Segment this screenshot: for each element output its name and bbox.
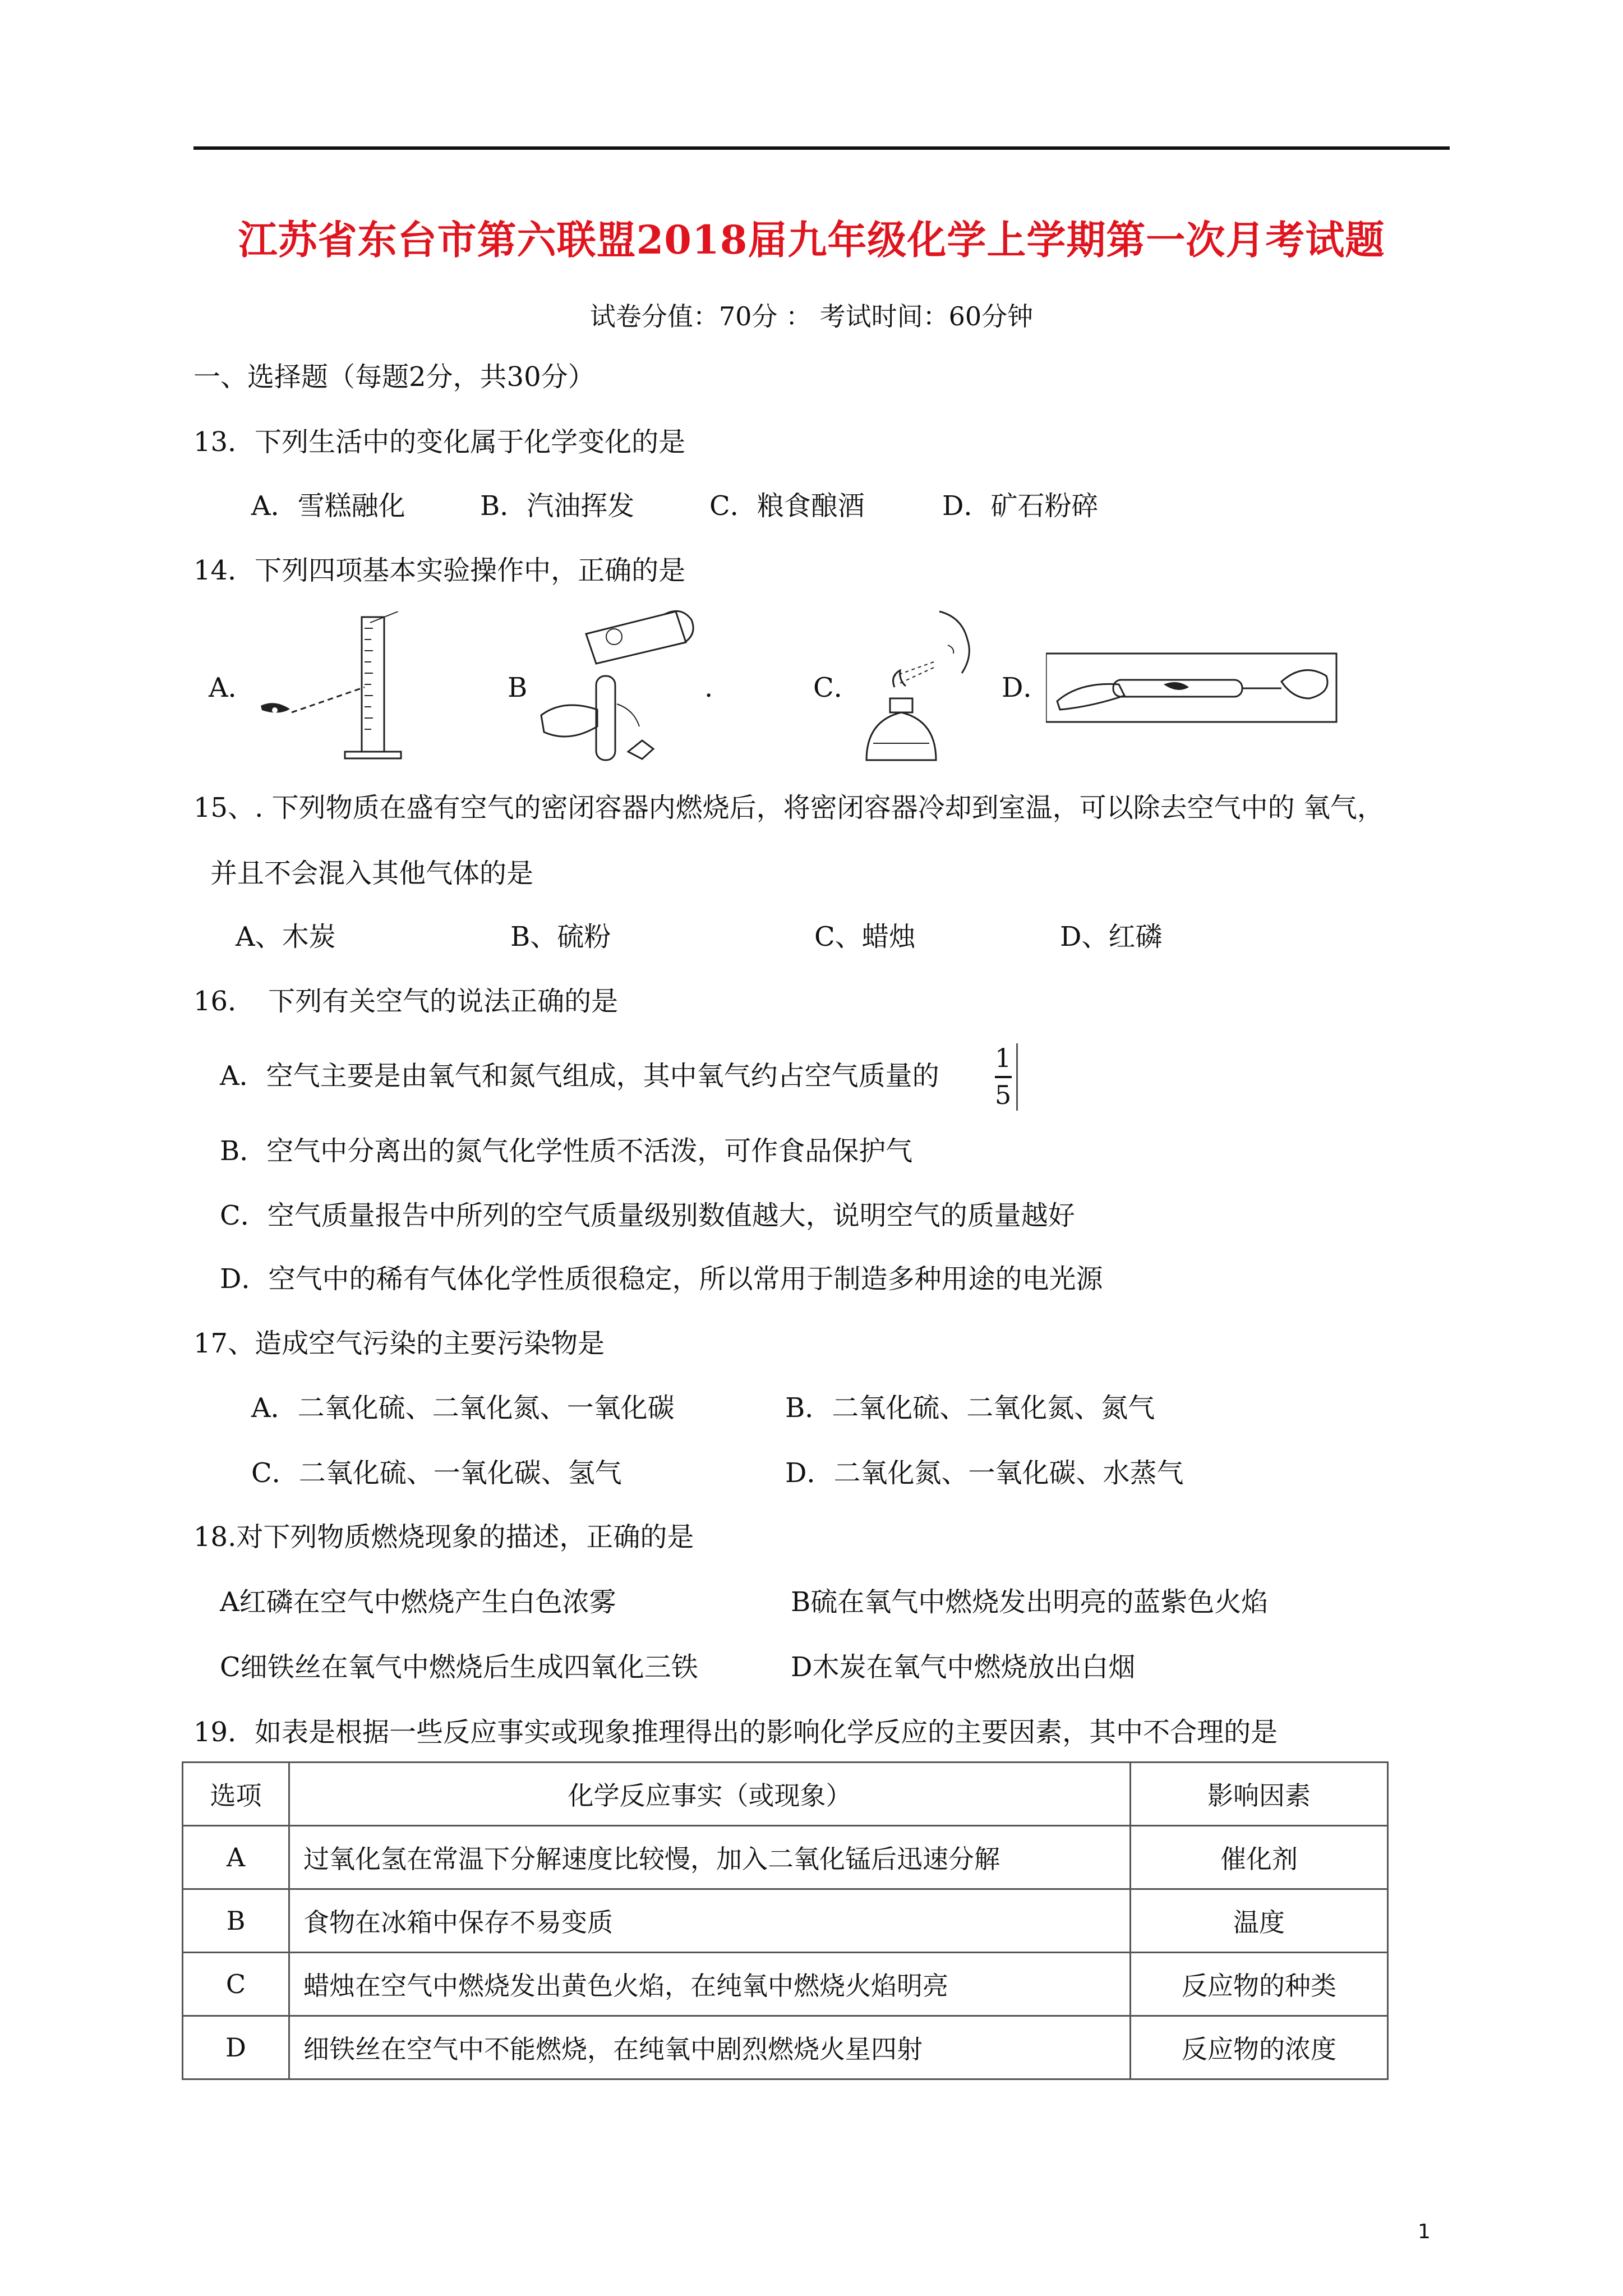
q18-option-c: C细铁丝在氧气中燃烧后生成四氧化三铁 <box>220 1651 698 1683</box>
table-row <box>183 1826 1388 1889</box>
q18-option-a: A红磷在空气中燃烧产生白色浓雾 <box>220 1586 616 1618</box>
table-cell: 反应物的种类 <box>1131 1953 1388 2016</box>
q15-stem-line2: 并且不会混入其他气体的是 <box>210 858 534 889</box>
table-cell: C <box>183 1953 289 2016</box>
q16-option-b: B．空气中分离出的氮气化学性质不活泼，可作食品保护气 <box>220 1135 913 1167</box>
fraction-denominator: 5 <box>995 1080 1012 1110</box>
q15-option-a: A、木炭 <box>236 921 336 953</box>
factors-table <box>182 1761 1389 2080</box>
q15-stem-line1: 15、. 下列物质在盛有空气的密闭容器内燃烧后，将密闭容器冷却到室温，可以除去空气中的 氧气， <box>193 792 1384 823</box>
q18-option-d: D木炭在氧气中燃烧放出白烟 <box>791 1651 1136 1683</box>
q19-stem: 19．如表是根据一些反应事实或现象推理得出的影响化学反应的主要因素，其中不合理的是 <box>193 1717 1278 1748</box>
table-cell: A <box>183 1826 289 1889</box>
q17-option-c: C．二氧化硫、一氧化碳、氢气 <box>251 1457 622 1489</box>
table-header-cell: 化学反应事实（或现象） <box>289 1763 1131 1826</box>
q17-option-b: B．二氧化硫、二氧化氮、氮气 <box>785 1392 1155 1424</box>
table-row <box>183 1889 1388 1953</box>
figure-alcohol-lamp <box>855 606 990 766</box>
q17-option-a: A．二氧化硫、二氧化氮、一氧化碳 <box>251 1392 675 1424</box>
q17-stem: 17、造成空气污染的主要污染物是 <box>193 1328 605 1359</box>
table-cell: 反应物的浓度 <box>1131 2016 1388 2079</box>
table-cell: 食物在冰箱中保存不易变质 <box>289 1889 1131 1953</box>
fraction-bar <box>995 1076 1012 1078</box>
q13-option-d: D．矿石粉碎 <box>942 490 1099 522</box>
table-cell: 过氧化氢在常温下分解速度比较慢，加入二氧化锰后迅速分解 <box>289 1826 1131 1889</box>
q15-option-b: B、硫粉 <box>510 921 611 953</box>
table-cell: 温度 <box>1131 1889 1388 1953</box>
fraction-numerator: 1 <box>995 1043 1012 1073</box>
q13-option-b: B．汽油挥发 <box>480 490 635 522</box>
q17-option-d: D．二氧化氮、一氧化碳、水蒸气 <box>785 1457 1184 1489</box>
table-header-cell: 选项 <box>183 1763 289 1826</box>
q14-label-d: D． <box>1002 672 1050 703</box>
q14-label-b-dot: . <box>704 672 713 703</box>
q18-stem: 18.对下列物质燃烧现象的描述，正确的是 <box>193 1521 694 1553</box>
q18-option-b: B硫在氧气中燃烧发出明亮的蓝紫色火焰 <box>791 1586 1269 1618</box>
table-row <box>183 2016 1388 2079</box>
table-cell: B <box>183 1889 289 1953</box>
page-title: 江苏省东台市第六联盟2018届九年级化学上学期第一次月考试题 <box>238 217 1385 263</box>
q16-option-d: D．空气中的稀有气体化学性质很稳定，所以常用于制造多种用途的电光源 <box>220 1263 1103 1295</box>
q13-stem: 13．下列生活中的变化属于化学变化的是 <box>193 426 686 458</box>
header-rule <box>193 146 1450 150</box>
q16-option-c: C．空气质量报告中所列的空气质量级别数值越大，说明空气的质量越好 <box>220 1200 1075 1231</box>
section-heading: 一、选择题（每题2分，共30分） <box>193 361 595 393</box>
q13-option-c: C．粮食酿酒 <box>709 490 865 522</box>
page-number: 1 <box>1418 2220 1431 2243</box>
q14-label-a: A． <box>209 672 255 703</box>
table-cell: 细铁丝在空气中不能燃烧，在纯氧中剧烈燃烧火星四射 <box>289 2016 1131 2079</box>
table-header-cell: 影响因素 <box>1131 1763 1388 1826</box>
table-header-row <box>183 1763 1388 1826</box>
figure-graduated-cylinder <box>252 611 415 766</box>
table-cell: 蜡烛在空气中燃烧发出黄色火焰，在纯氧中燃烧火焰明亮 <box>289 1953 1131 2016</box>
figure-pouring-liquid <box>524 603 704 766</box>
q13-option-a: A．雪糕融化 <box>251 490 405 522</box>
exam-info: 试卷分值：70分 ： 考试时间：60分钟 <box>589 301 1034 332</box>
q15-option-c: C、蜡烛 <box>814 921 916 953</box>
figure-heating-test-tube <box>1046 651 1338 726</box>
table-cell: 催化剂 <box>1131 1826 1388 1889</box>
q14-label-b: B <box>508 672 528 703</box>
fraction-one-fifth <box>992 1043 1018 1111</box>
q16-option-a: A．空气主要是由氧气和氮气组成，其中氧气约占空气质量的 <box>220 1060 939 1092</box>
table-row <box>183 1953 1388 2016</box>
q14-label-c: C． <box>813 672 861 703</box>
q15-option-d: D、红磷 <box>1060 921 1163 953</box>
q14-stem: 14．下列四项基本实验操作中，正确的是 <box>193 555 686 586</box>
q16-stem: 16． 下列有关空气的说法正确的是 <box>193 986 619 1017</box>
table-cell: D <box>183 2016 289 2079</box>
